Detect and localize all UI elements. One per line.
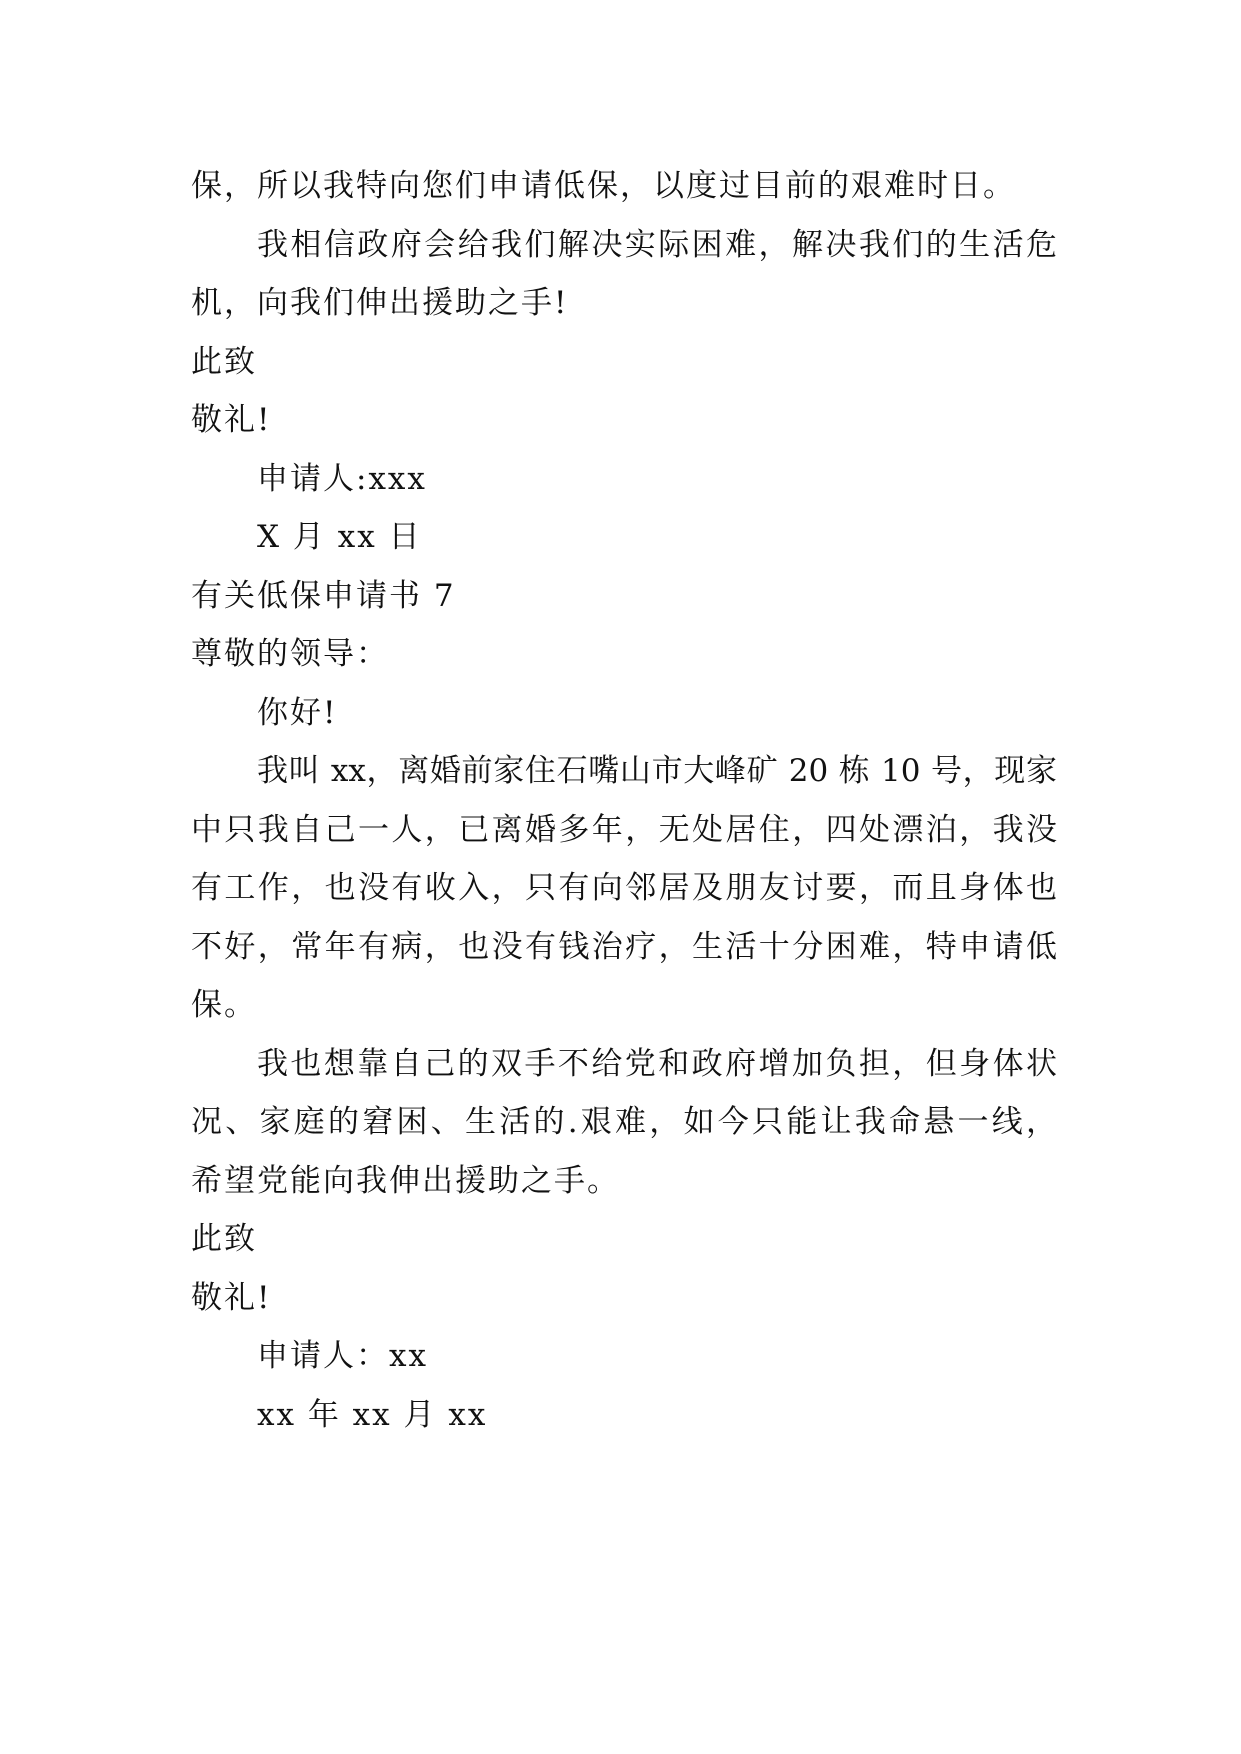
letter-2-date: xx 年 xx 月 xx — [257, 1396, 488, 1433]
letter-2-title: 有关低保申请书 7 — [191, 577, 456, 614]
letter-1-paragraph-2-line: 机，向我们伸出援助之手! — [191, 285, 569, 321]
letter-2-paragraph-2-line: 希望党能向我伸出援助之手。 — [191, 1162, 620, 1199]
letter-1-paragraph-1-line: 保，所以我特向您们申请低保，以度过目前的艰难时日。 — [191, 168, 1016, 204]
document-body — [191, 157, 1057, 1444]
letter-2-paragraph-1-line: 不好，常年有病，也没有钱治疗，生活十分困难，特申请低 — [191, 928, 1057, 965]
letter-2-paragraph-1-line: 有工作，也没有收入，只有向邻居及朋友讨要，而且身体也 — [191, 870, 1057, 906]
letter-1-date: X 月 xx 日 — [257, 519, 422, 555]
letter-2-paragraph-2-line: 况、家庭的窘困、生活的.艰难，如今只能让我命悬一线， — [191, 1104, 1057, 1140]
letter-2-closing: 此致 — [191, 1221, 257, 1257]
letter-2-paragraph-1-line: 我叫 xx，离婚前家住石嘴山市大峰矿 20 栋 10 号，现家 — [257, 753, 1057, 789]
letter-1-signature: 申请人:xxx — [257, 460, 427, 497]
letter-1-regards: 敬礼! — [191, 402, 272, 438]
letter-2-regards: 敬礼! — [191, 1279, 272, 1316]
letter-2-greeting: 你好! — [257, 694, 338, 731]
letter-1-closing: 此致 — [191, 343, 257, 380]
letter-2-addressee: 尊敬的领导： — [191, 636, 389, 672]
letter-2-signature: 申请人：xx — [257, 1338, 428, 1374]
letter-2-paragraph-1-line: 中只我自己一人，已离婚多年，无处居住，四处漂泊，我没 — [191, 811, 1057, 848]
letter-1-paragraph-2-line: 我相信政府会给我们解决实际困难，解决我们的生活危 — [257, 226, 1057, 263]
letter-2-paragraph-2-line: 我也想靠自己的双手不给党和政府增加负担，但身体状 — [257, 1045, 1057, 1082]
letter-2-paragraph-1-line: 保。 — [191, 987, 257, 1023]
